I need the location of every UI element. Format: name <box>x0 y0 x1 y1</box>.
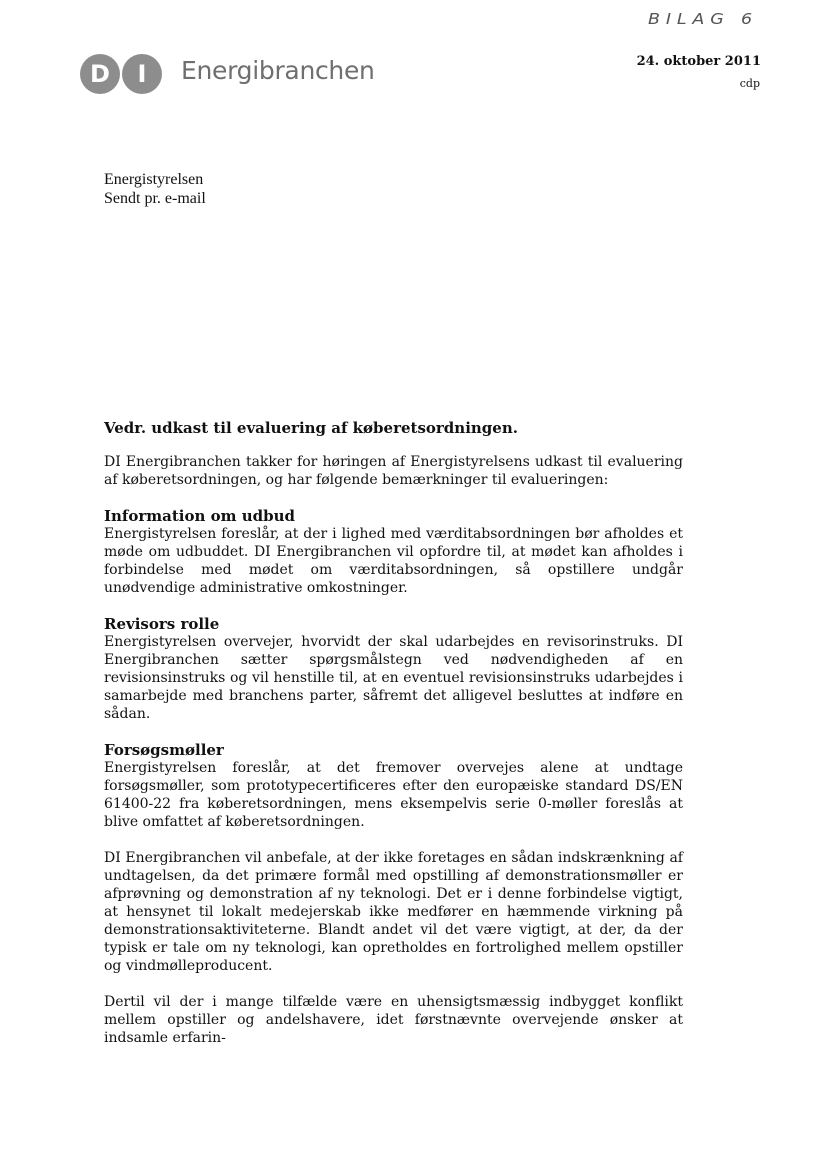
section-text-revisor: Energistyrelsen overvejer, hvorvidt der skal udarbejdes en revisorinstruks. DI Energibranchen sætter spørgsmålstegn ved nødvendigheden af en revisionsinstruks og vil henstille til, at en eventuel revisionsinstruks udarbejdes i samarbejde med branchens parter, såfremt det alligevel besluttes at indføre en sådan. <box>104 634 683 722</box>
section-title-revisor: Revisors rolle <box>104 615 220 633</box>
author-initials: cdp <box>739 77 760 90</box>
conflict-paragraph: Dertil vil der i mange tilfælde være en uhensigtsmæssig indbygget konflikt mellem opstiller og andelshavere, idet førstnævnte overvejende ønsker at indsamle erfarin- <box>104 994 683 1046</box>
recommendation-paragraph: DI Energibranchen vil anbefale, at der ikke foretages en sådan indskrænkning af undtagelsen, da det primære formål med opstilling af demonstrationsmøller er afprøvning og demonstration af ny teknologi. Det er i denne forbindelse vigtigt, at hensynet til lokalt medejerskab ikke medfører en hæmmende virkning på demonstrationsaktiviteterne. Blandt andet vil det være vigtigt, at der, da der typisk er tale om ny teknologi, kan opretholdes en fortrolighed mellem opstiller og vindmølleproducent. <box>104 850 683 974</box>
handwritten-annotation-text: BILAG 6 <box>648 10 758 28</box>
intro-paragraph: DI Energibranchen takker for høringen af Energistyrelsens udkast til evaluering af køberetsordningen, og har følgende bemærkninger til evalueringen: <box>104 454 683 488</box>
logo-name: Energibranchen <box>181 56 375 85</box>
section-title-forsoegsmoeller: Forsøgsmøller <box>104 741 224 759</box>
logo-letter-d: D <box>80 54 120 94</box>
letter-date: 24. oktober 2011 <box>636 54 761 69</box>
handwritten-annotation <box>646 6 766 30</box>
recipient-name: Energistyrelsen <box>104 171 204 188</box>
logo-letter-i: I <box>122 54 162 94</box>
letter-subject: Vedr. udkast til evaluering af køberetsordningen. <box>104 419 518 437</box>
recipient-block <box>104 170 206 208</box>
section-text-udbud: Energistyrelsen foreslår, at der i lighed med værditabsordningen bør afholdes et møde om udbuddet. DI Energibranchen vil opfordre til, at mødet kan afholdes i forbindelse med mødet om værditabsordningen, så opstillere undgår unødvendige administrative omkostninger. <box>104 526 683 596</box>
section-text-forsoegsmoeller: Energistyrelsen foreslår, at det fremover overvejes alene at undtage forsøgsmøller, som prototypecertificeres efter den europæiske standard DS/EN 61400-22 fra køberetsordningen, mens eksempelvis serie 0-møller foreslås at blive omfattet af køberetsordningen. <box>104 760 683 830</box>
delivery-method: Sendt pr. e-mail <box>104 190 206 207</box>
company-logo <box>80 54 380 98</box>
letter-body <box>104 419 683 1065</box>
section-title-udbud: Information om udbud <box>104 507 296 525</box>
